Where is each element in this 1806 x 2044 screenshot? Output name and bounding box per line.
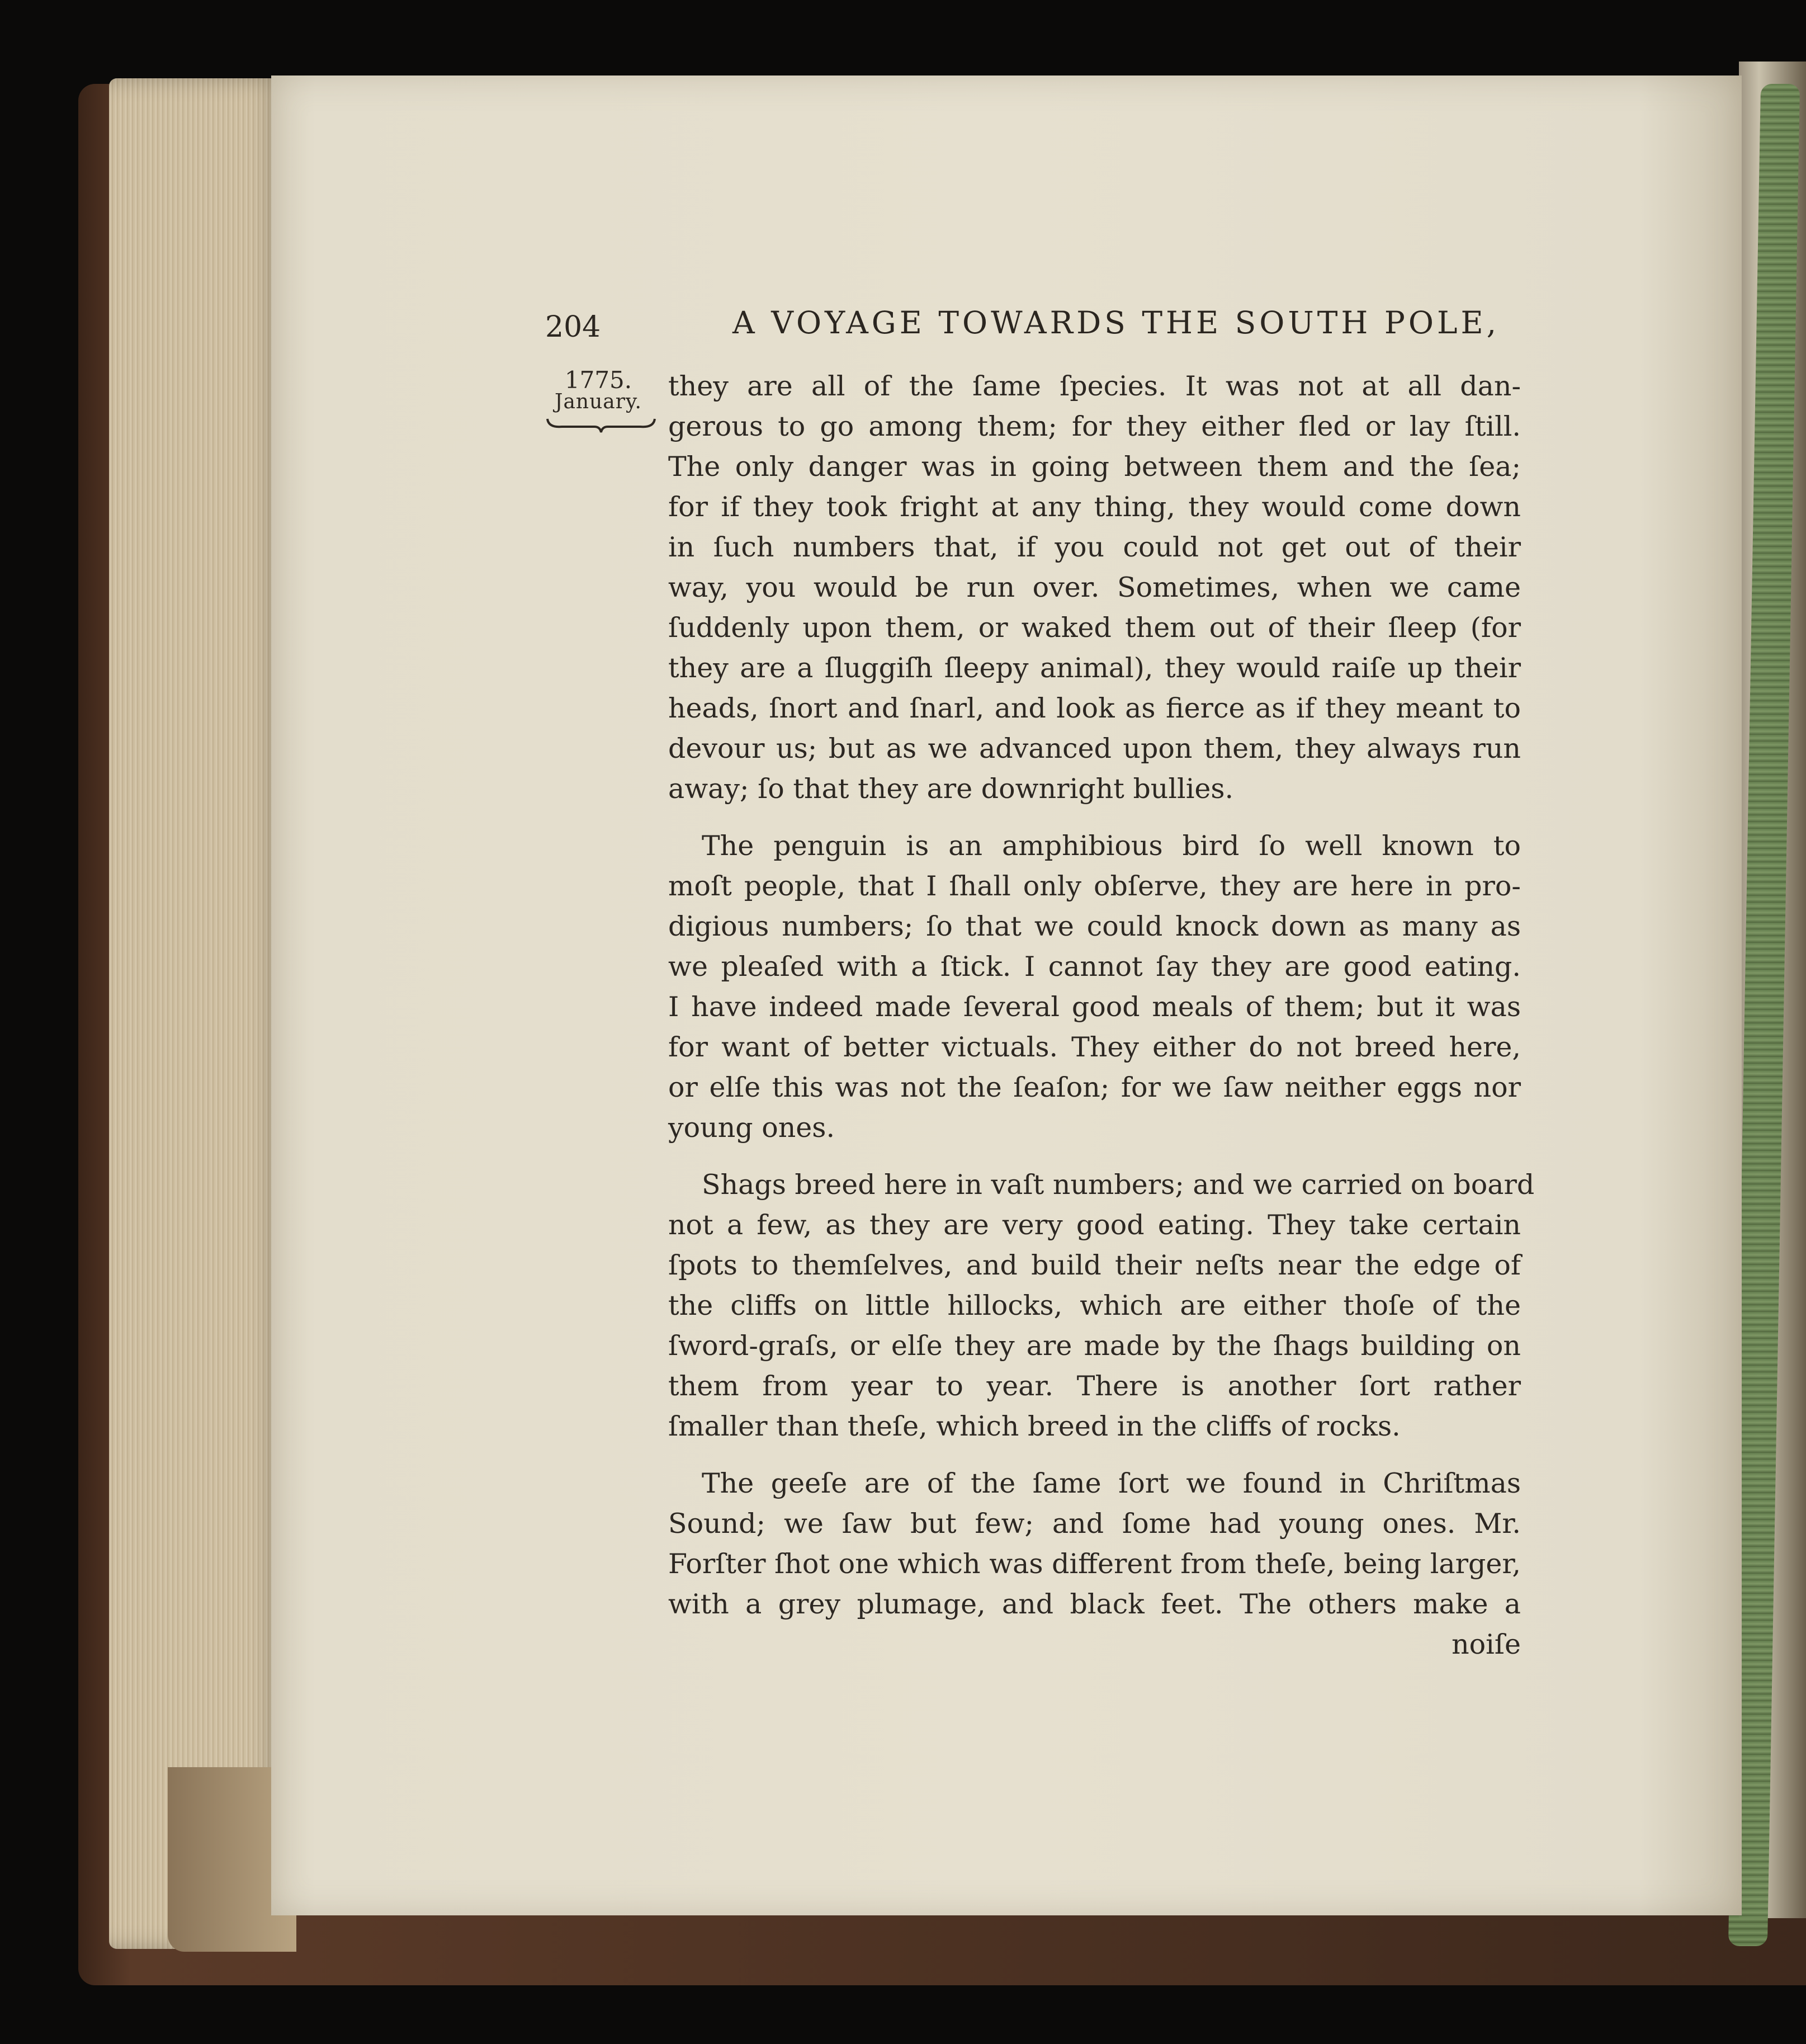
text-line: Forſter ſhot one which was different from theſe, being larger, [668,1548,1521,1580]
text-line: in ſuch numbers that, if you could not get out of their [668,531,1521,563]
paragraph [668,826,1521,1148]
text-line: away; ſo that they are downright bullies. [668,773,1234,805]
text-line: heads, ſnort and ſnarl, and look as fierce as if they meant to [668,692,1521,724]
text-line: the cliffs on little hillocks, which are either thoſe of the [668,1290,1521,1321]
text-line: they are all of the ſame ſpecies. It was not at all dan- [668,370,1521,402]
text-line: devour us; but as we advanced upon them, they always run [668,733,1521,764]
paragraph-gap [668,1447,1521,1464]
paragraph [668,1464,1521,1625]
running-head: A VOYAGE TOWARDS THE SOUTH POLE, [732,305,1500,341]
margin-year: 1775. [564,366,632,394]
text-line: for want of better victuals. They either do not breed here, [668,1031,1521,1063]
text-line: The only danger was in going between them and the ſea; [668,451,1521,483]
text-line: The geeſe are of the ſame ſort we found in Chriſtmas [702,1467,1521,1499]
text-line: digious numbers; ſo that we could knock down as many as [668,910,1521,942]
text-line: I have indeed made ſeveral good meals of them; but it was [668,991,1521,1023]
text-line: gerous to go among them; for they either fled or lay ſtill. [668,410,1521,442]
text-line: or elſe this was not the ſeaſon; for we ſaw neither eggs nor [668,1071,1521,1103]
text-line: Shags breed here in vaſt numbers; and we carried on board [702,1169,1535,1201]
paragraph [668,1165,1535,1447]
text-line: moſt people, that I ſhall only obſerve, they are here in pro- [668,870,1521,902]
paragraph [668,366,1521,809]
text-line: they are a ſluggiſh ſleepy animal), they would raiſe up their [668,652,1521,684]
text-line: not a few, as they are very good eating. They take certain [668,1209,1521,1241]
margin-month: January. [555,390,642,413]
paragraph-gap [668,1148,1521,1165]
text-line: with a grey plumage, and black feet. The others make a [668,1588,1521,1620]
text-line: ſmaller than theſe, which breed in the cliffs of rocks. [668,1410,1401,1442]
text-line: them from year to year. There is another ſort rather [668,1370,1521,1402]
text-line: for if they took fright at any thing, they would come down [668,491,1521,523]
body-text [668,366,1535,1665]
text-line: we pleaſed with a ſtick. I cannot ſay they are good eating. [668,951,1521,983]
text-line: ſpots to themſelves, and build their neſts near the edge of [668,1249,1521,1281]
page-number: 204 [545,310,601,344]
text-line: ſword-graſs, or elſe they are made by the ſhags building on [668,1330,1521,1362]
text-line: ſuddenly upon them, or waked them out of their ſleep (for [668,612,1521,644]
page-edges [109,78,288,1949]
margin-date-note [540,366,657,413]
catchword: noiſe [1452,1628,1521,1660]
text-line: The penguin is an amphibious bird ſo well known to [702,830,1521,862]
paragraph-gap [668,809,1521,826]
text-line: Sound; we ſaw but few; and ſome had young ones. Mr. [668,1508,1521,1540]
text-line: young ones. [668,1112,835,1144]
margin-brace-icon [545,417,657,433]
text-line: way, you would be run over. Sometimes, when we came [668,572,1521,603]
